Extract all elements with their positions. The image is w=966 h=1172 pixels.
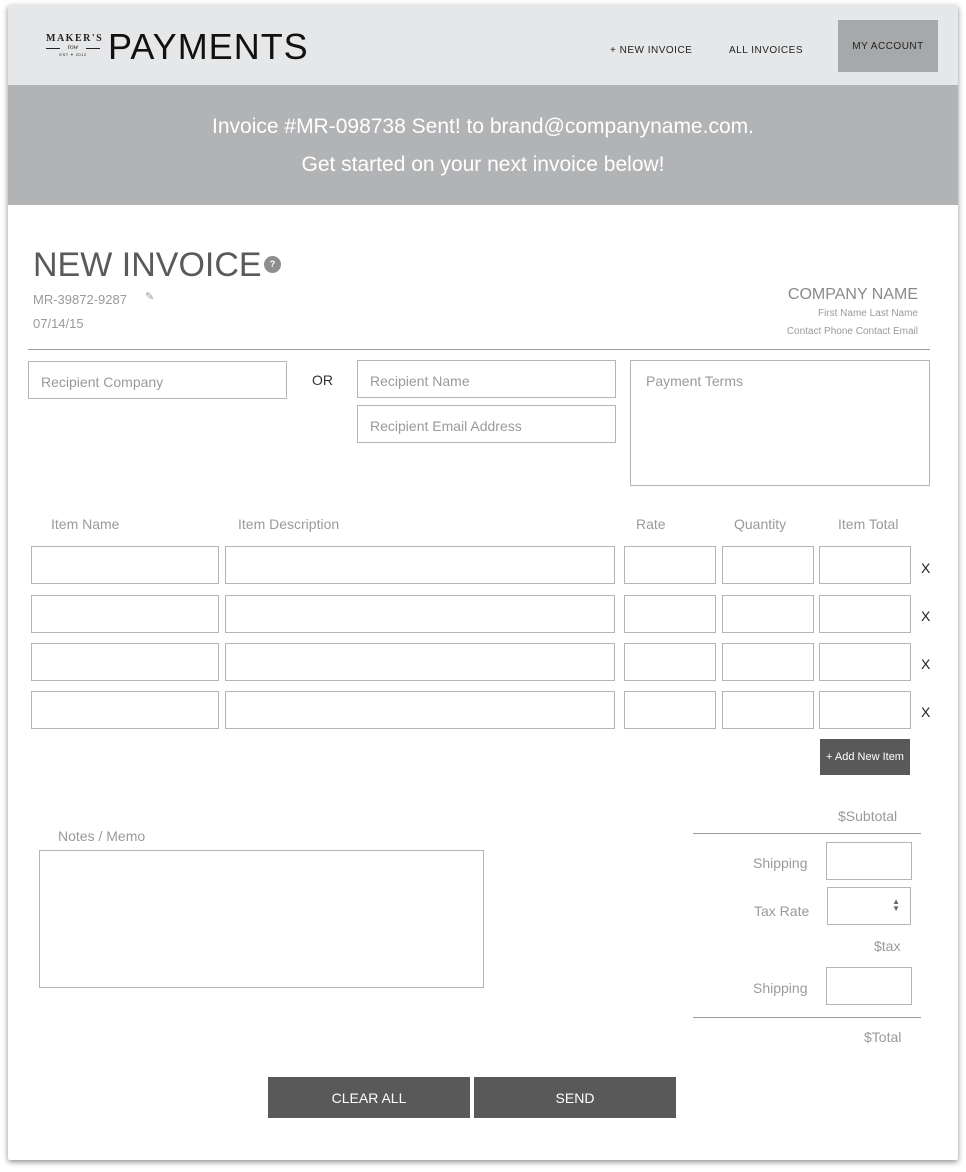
- item-total-field[interactable]: [819, 546, 911, 584]
- makers-row-logo[interactable]: MAKER'S row EST ✦ 2012: [46, 33, 104, 57]
- invoice-number: MR-39872-9287: [33, 292, 127, 307]
- page-title: NEW INVOICE: [33, 246, 262, 284]
- clear-all-button[interactable]: CLEAR ALL: [268, 1077, 470, 1118]
- item-name-input[interactable]: [31, 691, 219, 729]
- tax-rate-label: Tax Rate: [754, 903, 810, 919]
- shipping-label-2: Shipping: [753, 980, 808, 996]
- column-header-item-description: Item Description: [238, 516, 340, 532]
- item-quantity-input[interactable]: [722, 595, 814, 633]
- column-header-rate: Rate: [636, 516, 666, 532]
- item-quantity-input[interactable]: [722, 691, 814, 729]
- invoice-date: 07/14/15: [33, 316, 84, 331]
- column-header-item-name: Item Name: [51, 516, 120, 532]
- shipping-input-2[interactable]: [826, 967, 912, 1005]
- payment-terms-textarea[interactable]: Payment Terms: [630, 360, 930, 486]
- company-contact-name: First Name Last Name: [817, 308, 918, 319]
- notes-label: Notes / Memo: [58, 828, 146, 844]
- recipient-name-input[interactable]: Recipient Name: [357, 360, 616, 398]
- summary-divider: [693, 833, 921, 834]
- item-name-input[interactable]: [31, 643, 219, 681]
- success-banner: [8, 85, 958, 205]
- column-header-quantity: Quantity: [734, 516, 787, 532]
- add-new-item-button[interactable]: + Add New Item: [820, 739, 910, 775]
- select-arrows-icon: ▲ ▼: [892, 897, 900, 913]
- item-name-input[interactable]: [31, 595, 219, 633]
- item-name-input[interactable]: [31, 546, 219, 584]
- item-total-field[interactable]: [819, 643, 911, 681]
- column-header-item-total: Item Total: [838, 516, 899, 532]
- item-rate-input[interactable]: [624, 595, 716, 633]
- or-label: OR: [312, 372, 333, 388]
- company-contact-info: Contact Phone Contact Email: [786, 326, 918, 337]
- remove-item-button[interactable]: X: [921, 608, 931, 624]
- shipping-input[interactable]: [826, 842, 912, 880]
- divider: [28, 349, 930, 350]
- item-description-input[interactable]: [225, 691, 615, 729]
- tax-rate-select[interactable]: [827, 887, 911, 925]
- banner-subtext: Get started on your next invoice below!: [301, 153, 665, 176]
- recipient-email-input[interactable]: Recipient Email Address: [357, 405, 616, 443]
- total-value: $Total: [864, 1029, 902, 1045]
- send-button[interactable]: SEND: [474, 1077, 676, 1118]
- nav-all-invoices[interactable]: ALL INVOICES: [729, 45, 803, 56]
- banner-message: Invoice #MR-098738 Sent! to brand@companyname.com.: [212, 115, 754, 138]
- help-icon[interactable]: ?: [264, 256, 281, 273]
- summary-divider: [693, 1017, 921, 1018]
- item-description-input[interactable]: [225, 595, 615, 633]
- item-description-input[interactable]: [225, 643, 615, 681]
- remove-item-button[interactable]: X: [921, 560, 931, 576]
- edit-pencil-icon[interactable]: ✎: [145, 291, 155, 303]
- remove-item-button[interactable]: X: [921, 656, 931, 672]
- item-quantity-input[interactable]: [722, 643, 814, 681]
- app-title: PAYMENTS: [108, 26, 309, 67]
- notes-textarea[interactable]: [39, 850, 484, 988]
- item-rate-input[interactable]: [624, 691, 716, 729]
- tax-value: $tax: [874, 938, 901, 954]
- item-total-field[interactable]: [819, 595, 911, 633]
- item-total-field[interactable]: [819, 691, 911, 729]
- recipient-company-input[interactable]: Recipient Company: [28, 361, 287, 399]
- item-description-input[interactable]: [225, 546, 615, 584]
- subtotal-value: $Subtotal: [838, 808, 898, 824]
- nav-new-invoice[interactable]: + NEW INVOICE: [610, 45, 693, 56]
- header: [8, 5, 958, 85]
- remove-item-button[interactable]: X: [921, 704, 931, 720]
- page: [8, 5, 958, 1160]
- item-rate-input[interactable]: [624, 546, 716, 584]
- item-rate-input[interactable]: [624, 643, 716, 681]
- item-quantity-input[interactable]: [722, 546, 814, 584]
- shipping-label: Shipping: [753, 855, 808, 871]
- company-name: COMPANY NAME: [787, 286, 918, 303]
- my-account-button[interactable]: MY ACCOUNT: [838, 20, 938, 72]
